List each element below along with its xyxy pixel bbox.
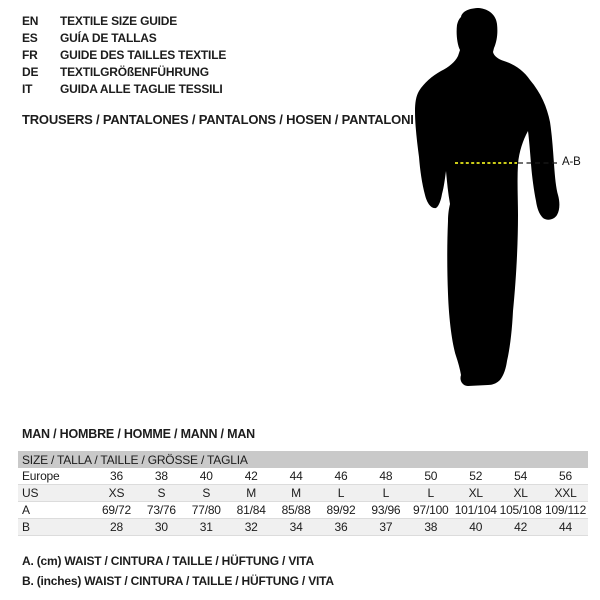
table-cell: XXL — [554, 486, 577, 500]
row-label: Europe — [22, 469, 60, 483]
table-cell: 69/72 — [101, 503, 131, 517]
gender-title: MAN / HOMBRE / HOMME / MANN / MAN — [22, 427, 255, 441]
language-code: EN — [22, 13, 39, 28]
table-cell: 44 — [559, 520, 572, 534]
size-table-header-label: SIZE / TALLA / TAILLE / GRÖSSE / TAGLIA — [22, 452, 248, 467]
table-cell: 32 — [244, 520, 258, 534]
table-cell: 73/76 — [146, 503, 176, 517]
table-cell: XL — [468, 486, 483, 500]
language-label: GUIDA ALLE TAGLIE TESSILI — [60, 81, 223, 96]
table-cell: 56 — [559, 469, 572, 483]
language-row-fr — [22, 46, 226, 63]
measurement-figure — [400, 0, 600, 400]
table-cell: 97/100 — [413, 503, 449, 517]
size-table — [18, 451, 588, 536]
table-cell: 38 — [424, 520, 438, 534]
size-table-header — [18, 451, 588, 468]
table-cell: L — [337, 486, 345, 500]
table-cell: 38 — [154, 469, 168, 483]
language-label: GUÍA DE TALLAS — [60, 30, 157, 45]
table-cell: M — [291, 486, 301, 500]
table-cell: 52 — [469, 469, 483, 483]
table-cell: 42 — [244, 469, 258, 483]
language-label: TEXTILE SIZE GUIDE — [60, 13, 178, 28]
table-row-us — [18, 485, 588, 502]
measure-label-ab: A-B — [562, 156, 581, 168]
table-cell: 89/92 — [326, 503, 356, 517]
table-cell: S — [157, 486, 166, 500]
table-cell: S — [202, 486, 211, 500]
note-b-inches: B. (inches) WAIST / CINTURA / TAILLE / HÜFTUNG / VITA — [22, 574, 334, 588]
table-cell: 93/96 — [371, 503, 401, 517]
table-cell: 42 — [514, 520, 528, 534]
table-cell: 37 — [379, 520, 393, 534]
row-label: B — [22, 520, 30, 534]
note-a-cm: A. (cm) WAIST / CINTURA / TAILLE / HÜFTUNG / VITA — [22, 554, 314, 568]
man-silhouette-shape — [415, 8, 559, 386]
table-cell: 34 — [289, 520, 303, 534]
category-title: TROUSERS / PANTALONES / PANTALONS / HOSEN / PANTALONI — [22, 112, 414, 127]
table-cell: 36 — [334, 520, 348, 534]
language-code: IT — [22, 81, 33, 96]
table-cell: 50 — [424, 469, 438, 483]
table-cell: L — [427, 486, 435, 500]
row-label: US — [22, 486, 39, 500]
table-cell: 109/112 — [544, 503, 587, 517]
table-row-europe — [18, 468, 588, 485]
table-cell: 46 — [334, 469, 348, 483]
table-row-b-inches — [18, 519, 588, 536]
table-cell: 85/88 — [281, 503, 311, 517]
man-silhouette-graphic — [400, 0, 600, 400]
language-code: ES — [22, 30, 38, 45]
row-label: A — [22, 503, 30, 517]
language-row-de — [22, 63, 226, 80]
language-legend — [22, 12, 226, 97]
table-cell: 30 — [154, 520, 168, 534]
language-row-en — [22, 12, 226, 29]
table-cell: 54 — [514, 469, 528, 483]
table-cell: L — [382, 486, 390, 500]
table-cell: XS — [108, 486, 125, 500]
table-cell: 40 — [469, 520, 483, 534]
table-row-a-cm — [18, 502, 588, 519]
table-cell: 101/104 — [454, 503, 497, 517]
table-cell: 44 — [289, 469, 303, 483]
table-cell: XL — [513, 486, 528, 500]
language-row-es — [22, 29, 226, 46]
table-cell: 40 — [199, 469, 213, 483]
table-cell: M — [246, 486, 257, 500]
measurement-notes — [22, 551, 334, 591]
language-label: GUIDE DES TAILLES TEXTILE — [60, 47, 227, 62]
table-cell: 81/84 — [236, 503, 266, 517]
language-row-it — [22, 80, 226, 97]
table-cell: 36 — [109, 469, 123, 483]
table-cell: 77/80 — [191, 503, 221, 517]
table-cell: 48 — [379, 469, 393, 483]
table-cell: 31 — [199, 520, 213, 534]
language-label: TEXTILGRÖßENFÜHRUNG — [60, 64, 209, 79]
language-code: FR — [22, 47, 38, 62]
table-cell: 105/108 — [499, 503, 542, 517]
language-code: DE — [22, 64, 39, 79]
table-cell: 28 — [109, 520, 123, 534]
